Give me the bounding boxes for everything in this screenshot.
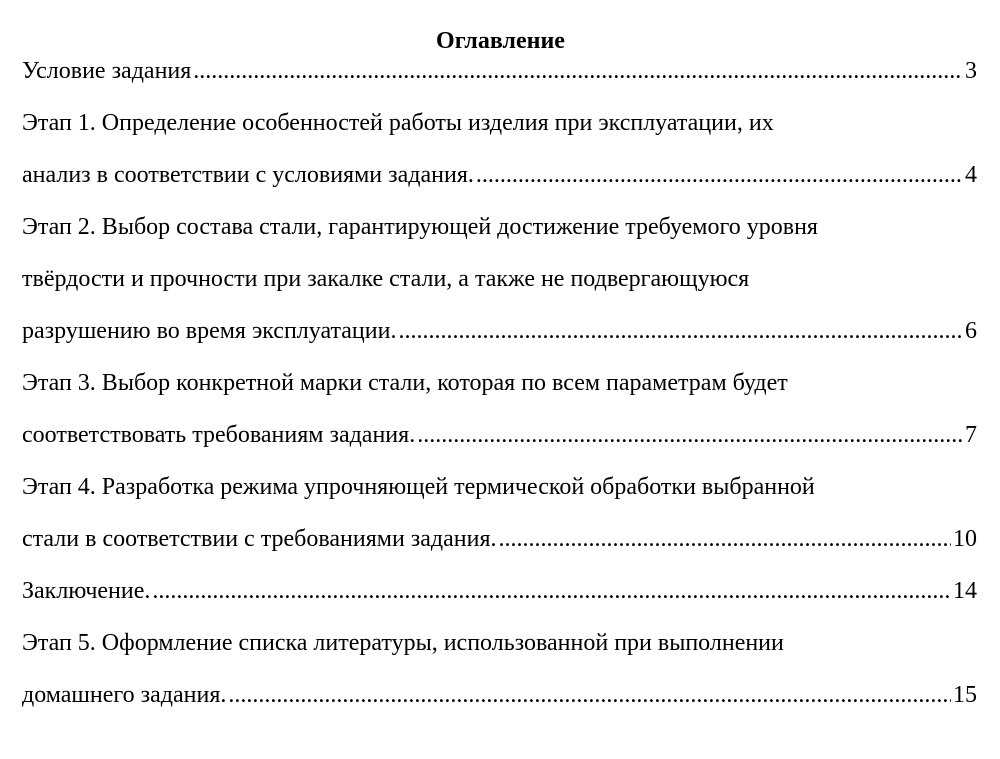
toc-entry-last-line (22, 669, 977, 721)
toc-spacer (22, 86, 977, 97)
toc-leader-dots (499, 513, 951, 565)
toc-page-number: 6 (965, 318, 977, 344)
toc-entry-stage-1[interactable] (22, 97, 977, 201)
toc-page-number: 15 (953, 682, 977, 708)
toc-title: Оглавление (436, 28, 565, 54)
toc-entry-stage-4[interactable] (22, 461, 977, 565)
toc-leader-dots (398, 305, 963, 357)
toc-entry-stage-2[interactable] (22, 201, 977, 357)
toc-entry-last-line (22, 409, 977, 461)
toc-entry-last-line (22, 56, 977, 86)
toc-leader-dots (417, 409, 963, 461)
toc-entry-conditions[interactable] (22, 56, 977, 86)
toc-entry-text: Этап 1. Определение особенностей работы изделия при эксплуатации, их (22, 110, 774, 136)
toc-entry-last-line (22, 565, 977, 617)
toc-list (22, 56, 977, 721)
toc-entry-text: Этап 2. Выбор состава стали, гарантирующей достижение требуемого уровня (22, 214, 818, 240)
toc-entry-stage-5[interactable] (22, 617, 977, 721)
toc-entry-last-line (22, 513, 977, 565)
toc-entry-text: твёрдости и прочности при закалке стали, а также не подвергающуюся (22, 266, 750, 292)
toc-entry-text: домашнего задания. (22, 682, 227, 708)
toc-entry-text: стали в соответствии с требованиями задания. (22, 526, 497, 552)
toc-entry-last-line (22, 305, 977, 357)
toc-entry-stage-3[interactable] (22, 357, 977, 461)
toc-leader-dots (193, 56, 963, 86)
toc-entry-text: Этап 5. Оформление списка литературы, использованной при выполнении (22, 630, 784, 656)
toc-page-number: 10 (953, 526, 977, 552)
document-page (0, 26, 1000, 759)
toc-entry-last-line (22, 149, 977, 201)
toc-entry-text: разрушению во время эксплуатации. (22, 318, 397, 344)
toc-entry-conclusion[interactable] (22, 565, 977, 617)
toc-entry-text: анализ в соответствии с условиями задания. (22, 162, 474, 188)
toc-entry-text: Заключение. (22, 578, 151, 604)
toc-entry-text: Этап 3. Выбор конкретной марки стали, которая по всем параметрам будет (22, 370, 788, 396)
toc-entry-text: соответствовать требованиям задания. (22, 422, 416, 448)
toc-page-number: 14 (953, 578, 977, 604)
toc-page-number: 7 (965, 422, 977, 448)
toc-page-number: 4 (965, 162, 977, 188)
toc-leader-dots (152, 565, 951, 617)
toc-leader-dots (476, 149, 963, 201)
toc-page-number: 3 (965, 58, 977, 84)
toc-entry-text: Этап 4. Разработка режима упрочняющей термической обработки выбранной (22, 474, 815, 500)
toc-entry-text: Условие задания (22, 58, 192, 84)
toc-leader-dots (228, 669, 951, 721)
